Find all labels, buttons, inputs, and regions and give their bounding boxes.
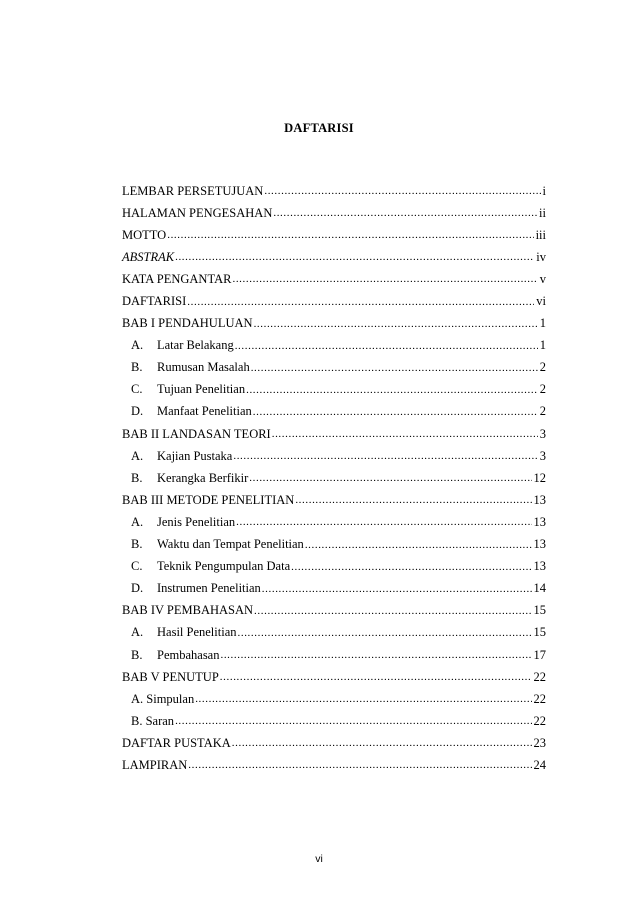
toc-entry-label: Rumusan Masalah (157, 360, 250, 375)
toc-entry-marker: C. (131, 382, 143, 397)
toc-entry-label: Hasil Penelitian (157, 625, 237, 640)
toc-subentry[interactable] (122, 445, 546, 467)
toc-entry-label: ABSTRAK (122, 249, 175, 264)
toc-dot-leader (246, 384, 538, 396)
toc-entry-page: 15 (533, 603, 546, 618)
toc-dot-leader (262, 583, 532, 595)
toc-entry[interactable] (122, 666, 546, 688)
toc-entry-page: 1 (539, 338, 546, 353)
toc-entry[interactable] (122, 224, 546, 246)
toc-entry-marker: B. (131, 470, 143, 485)
toc-entry-label: Tujuan Penelitian (157, 382, 246, 397)
toc-entry-label: Pembahasan (157, 647, 220, 662)
toc-dot-leader (220, 671, 532, 683)
toc-entry-marker: B. (131, 537, 143, 552)
toc-entry-marker: B. (131, 647, 143, 662)
toc-entry-page: ii (539, 205, 546, 220)
toc-entry-page: 14 (533, 581, 546, 596)
toc-entry-label: B. Saran (131, 713, 175, 728)
toc-dot-leader (175, 251, 534, 263)
toc-entry-label: BAB V PENUTUP (122, 669, 219, 684)
toc-dot-leader (291, 561, 531, 573)
toc-dot-leader (167, 229, 533, 241)
toc-entry-marker: A. (131, 338, 144, 353)
toc-entry-page: 22 (533, 713, 546, 728)
toc-subentry[interactable] (122, 511, 546, 533)
toc-entry-label: Instrumen Penelitian (157, 581, 261, 596)
toc-entry-page: 2 (539, 382, 546, 397)
toc-entry-page: 22 (533, 669, 546, 684)
toc-entry-page: 2 (539, 404, 546, 419)
toc-entry-marker: A. (131, 448, 144, 463)
toc-dot-leader (273, 207, 537, 219)
toc-entry[interactable] (122, 732, 546, 754)
toc-entry-label: MOTTO (122, 227, 167, 242)
toc-dot-leader (187, 296, 534, 308)
toc-dot-leader (264, 185, 540, 197)
toc-dot-leader (305, 539, 532, 551)
toc-dot-leader (249, 472, 531, 484)
toc-dot-leader (236, 516, 531, 528)
toc-entry-marker: D. (131, 404, 144, 419)
toc-dot-leader (175, 715, 531, 727)
toc-entry-label: Kerangka Berfikir (157, 470, 249, 485)
toc-entry[interactable] (122, 180, 546, 202)
toc-entry-label: Kajian Pustaka (157, 448, 233, 463)
toc-entry-marker: D. (131, 581, 144, 596)
toc-entry-label: DAFTARISI (122, 294, 187, 309)
toc-entry-label: Latar Belakang (157, 338, 234, 353)
toc-dot-leader (251, 362, 538, 374)
toc-entry-page: 1 (539, 316, 546, 331)
toc-entry-label: HALAMAN PENGESAHAN (122, 205, 273, 220)
toc-subentry[interactable] (122, 556, 546, 578)
toc-entry[interactable] (122, 423, 546, 445)
toc-dot-leader (235, 340, 538, 352)
toc-entry[interactable] (122, 489, 546, 511)
toc-entry-page: 22 (533, 691, 546, 706)
toc-entry-label: Waktu dan Tempat Penelitian (157, 537, 304, 552)
toc-entry[interactable] (122, 600, 546, 622)
toc-entry[interactable] (122, 313, 546, 335)
toc-subentry[interactable] (122, 644, 546, 666)
toc-entry-marker: C. (131, 559, 143, 574)
toc-entry-label: BAB III METODE PENELITIAN (122, 492, 295, 507)
toc-dot-leader (232, 273, 537, 285)
toc-dot-leader (195, 693, 531, 705)
toc-dot-leader (254, 605, 531, 617)
toc-entry-page: iv (536, 249, 546, 264)
toc-entry[interactable] (122, 290, 546, 312)
toc-entry-page: 13 (533, 537, 546, 552)
toc-entry[interactable] (122, 754, 546, 776)
toc-entry-label: LEMBAR PERSETUJUAN (122, 183, 264, 198)
toc-entry-label: BAB IV PEMBAHASAN (122, 603, 254, 618)
toc-entry-label: A. Simpulan (131, 691, 195, 706)
toc-entry-page: i (542, 183, 546, 198)
toc-dot-leader (233, 450, 537, 462)
toc-subentry[interactable] (122, 357, 546, 379)
toc-entry-page: 17 (533, 647, 546, 662)
toc-entry-label: DAFTAR PUSTAKA (122, 735, 231, 750)
toc-entry[interactable] (122, 268, 546, 290)
toc-entry-page: iii (535, 227, 546, 242)
toc-subentry[interactable] (122, 534, 546, 556)
toc-entry-page: 3 (539, 426, 546, 441)
toc-dot-leader (220, 649, 531, 661)
toc-entry-label: BAB II LANDASAN TEORI (122, 426, 271, 441)
toc-entry-label: KATA PENGANTAR (122, 271, 232, 286)
toc-entry-page: 3 (539, 448, 546, 463)
toc-dot-leader (295, 494, 531, 506)
toc-entry-marker: A. (131, 625, 144, 640)
toc-entry-label: Teknik Pengumpulan Data (157, 559, 291, 574)
toc-subentry[interactable] (122, 688, 546, 710)
toc-subentry[interactable] (122, 335, 546, 357)
toc-entry-label: Manfaat Penelitian (157, 404, 252, 419)
toc-dot-leader (254, 318, 538, 330)
toc-entry-page: 12 (533, 470, 546, 485)
toc-dot-leader (272, 428, 538, 440)
toc-subentry[interactable] (122, 622, 546, 644)
toc-entry[interactable] (122, 246, 546, 268)
toc-entry-page: v (539, 271, 546, 286)
toc-entry-page: 15 (533, 625, 546, 640)
toc-subentry[interactable] (122, 710, 546, 732)
toc-entry-page: 23 (533, 735, 546, 750)
toc-dot-leader (238, 627, 532, 639)
footer-page-number: vi (315, 853, 323, 865)
toc-dot-leader (188, 759, 531, 771)
toc-entry-marker: B. (131, 360, 143, 375)
page-title: DAFTARISI (284, 121, 354, 135)
toc-entry-page: 13 (533, 492, 546, 507)
toc-entry-label: LAMPIRAN (122, 757, 188, 772)
toc-dot-leader (253, 406, 538, 418)
toc-entry-label: BAB I PENDAHULUAN (122, 316, 253, 331)
toc-subentry[interactable] (122, 401, 546, 423)
toc-entry[interactable] (122, 202, 546, 224)
toc-entry-page: 13 (533, 559, 546, 574)
toc-entry-page: 2 (539, 360, 546, 375)
toc-entry-marker: A. (131, 514, 144, 529)
toc-subentry[interactable] (122, 379, 546, 401)
table-of-contents (122, 180, 546, 777)
toc-entry-label: Jenis Penelitian (157, 514, 236, 529)
toc-entry-page: 24 (533, 757, 546, 772)
toc-dot-leader (232, 737, 532, 749)
toc-entry-page: vi (536, 294, 546, 309)
toc-entry-page: 13 (533, 514, 546, 529)
toc-subentry[interactable] (122, 578, 546, 600)
toc-subentry[interactable] (122, 467, 546, 489)
